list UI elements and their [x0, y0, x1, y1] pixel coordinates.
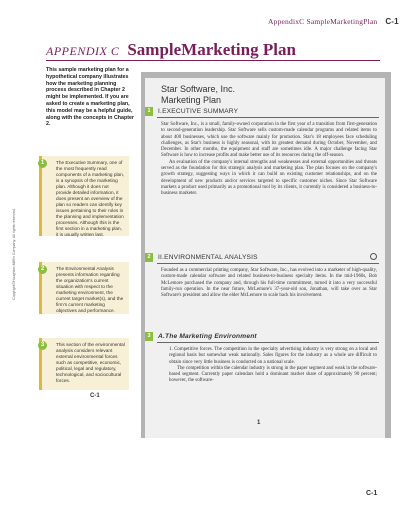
heading-rule — [157, 263, 379, 264]
appendix-label: APPENDIX C — [46, 44, 120, 58]
note-number: 2 — [38, 265, 47, 274]
footer-page-label: C-1 — [366, 490, 378, 497]
section-number: 1 — [145, 107, 153, 116]
running-head — [268, 17, 399, 26]
document-page-number: 1 — [257, 420, 261, 426]
paragraph: An evaluation of the company's internal strengths and weaknesses and external opportunities and threats served as the foundation for this strategic analysis and marketing plan. The plan focuses on the company's growth strategy, suggesting ways in which it can build on existing customer relationships, and on the development of new products and/or services targeted to specific customer niches. Since Star Software markets a product used primarily as a promotional tool by its clients, it currently is considered a business-to-business marketer. — [161, 159, 377, 197]
note-text: This section of the environmental analysis considers relevant external environmental forces such as competitive, economic, political, legal and regulatory, technological, and sociocultural forces. — [56, 342, 125, 383]
sample-document — [145, 78, 385, 438]
section-heading — [145, 331, 385, 343]
paragraph: The competition within the calendar industry is strong in the paper segment and weak in the software-based segment. Currently paper calendars hold a dominant market share of approximately 90 percent; however, the software- — [169, 365, 377, 384]
paragraph: Star Software, Inc., is a small, family-owned corporation in the first year of a transition from first-generation to second-generation leadership. Star Software sells custom-made calendar programs and related items to about 400 businesses, which use the software mainly for promotion. Star's 18 employees face scheduling challenges, as Star's business is highly seasonal, with its greatest demand during October, November, and December. In other months, the equipment and staff are sometimes idle. A major challenge facing Star Software is how to increase profits and make better use of its resources during the off-season. — [161, 122, 377, 159]
margin-note-2 — [39, 262, 129, 314]
side-page-label: C-1 — [90, 393, 100, 399]
company-name: Star Software, Inc. — [161, 84, 236, 94]
section-heading — [145, 106, 385, 118]
document-subtitle: Marketing Plan — [161, 94, 222, 105]
section-label: A.The Marketing Environment — [158, 333, 257, 340]
margin-note-1 — [39, 156, 129, 236]
section-environmental-analysis — [145, 252, 385, 299]
intro-text: This sample marketing plan for a hypothetical company illustrates how the marketing planning process described in Chapter 2 might be implemented. If you are asked to create a marketing plan, this model may be a helpful guide, along with the concepts in Chapter 2. — [46, 67, 134, 128]
heading-rule — [157, 117, 379, 118]
section-executive-summary — [145, 106, 385, 198]
margin-note-3 — [39, 338, 129, 390]
note-text: The Executive Summary, one of the most frequently read components of a marketing plan, is a synopsis of the marketing plan. Although it does not provide detailed information, it does present an overview of the plan so readers can identify key issues pertaining to their roles in the planning and implementation processes. Although this is the first section in a marketing plan, it is usually written last. — [56, 160, 125, 237]
section-heading — [145, 252, 385, 264]
heading-rule — [157, 342, 379, 343]
copyright-notice: Copyright©Houghton Mifflin Company. All rights reserved. — [12, 208, 16, 300]
running-head-text: AppendixC SampleMarketingPlan — [268, 17, 378, 26]
section-number: 2 — [145, 253, 153, 262]
paragraph: Founded as a commercial printing company, Star Software, Inc., has evolved into a marketer of high-quality, custom-made calendar software and related business-to-business specialty items. In the mid-1960s, Bob McLemore purchased the company and, through his full-time commitment, turned it into a very successful family-run operation. In the near future, McLemore's 37-year-old son, Jonathan, will take over as Star Software's president and allow the elder McLemore to scale back his involvement. — [161, 268, 377, 299]
running-head-page: C-1 — [385, 17, 399, 26]
paragraph: 1. Competitive forces. The competition in the specialty advertising industry is very strong on a local and regional basis but somewhat weak nationally. Sales figures for the industry as a whole are difficult to obtain since very little business is conducted on a national scale. — [169, 347, 377, 365]
note-tab — [39, 156, 42, 236]
note-text: The Environmental Analysis presents information regarding the organization's current situation with respect to the marketing environment, the current target market(s), and the firm's current marketing objectives and performance. — [56, 266, 124, 313]
note-number: 3 — [38, 341, 47, 350]
note-number: 1 — [38, 159, 47, 168]
title-rule — [46, 60, 380, 61]
section-label: I.EXECUTIVE SUMMARY — [158, 108, 239, 115]
plan-title: SampleMarketing Plan — [127, 40, 296, 59]
section-label: II.ENVIRONMENTAL ANALYSIS — [158, 254, 258, 261]
section-marketing-environment — [145, 331, 385, 385]
section-number: 3 — [145, 332, 153, 341]
page-title — [46, 40, 296, 60]
circle-icon — [370, 253, 377, 260]
document-title — [161, 84, 235, 105]
